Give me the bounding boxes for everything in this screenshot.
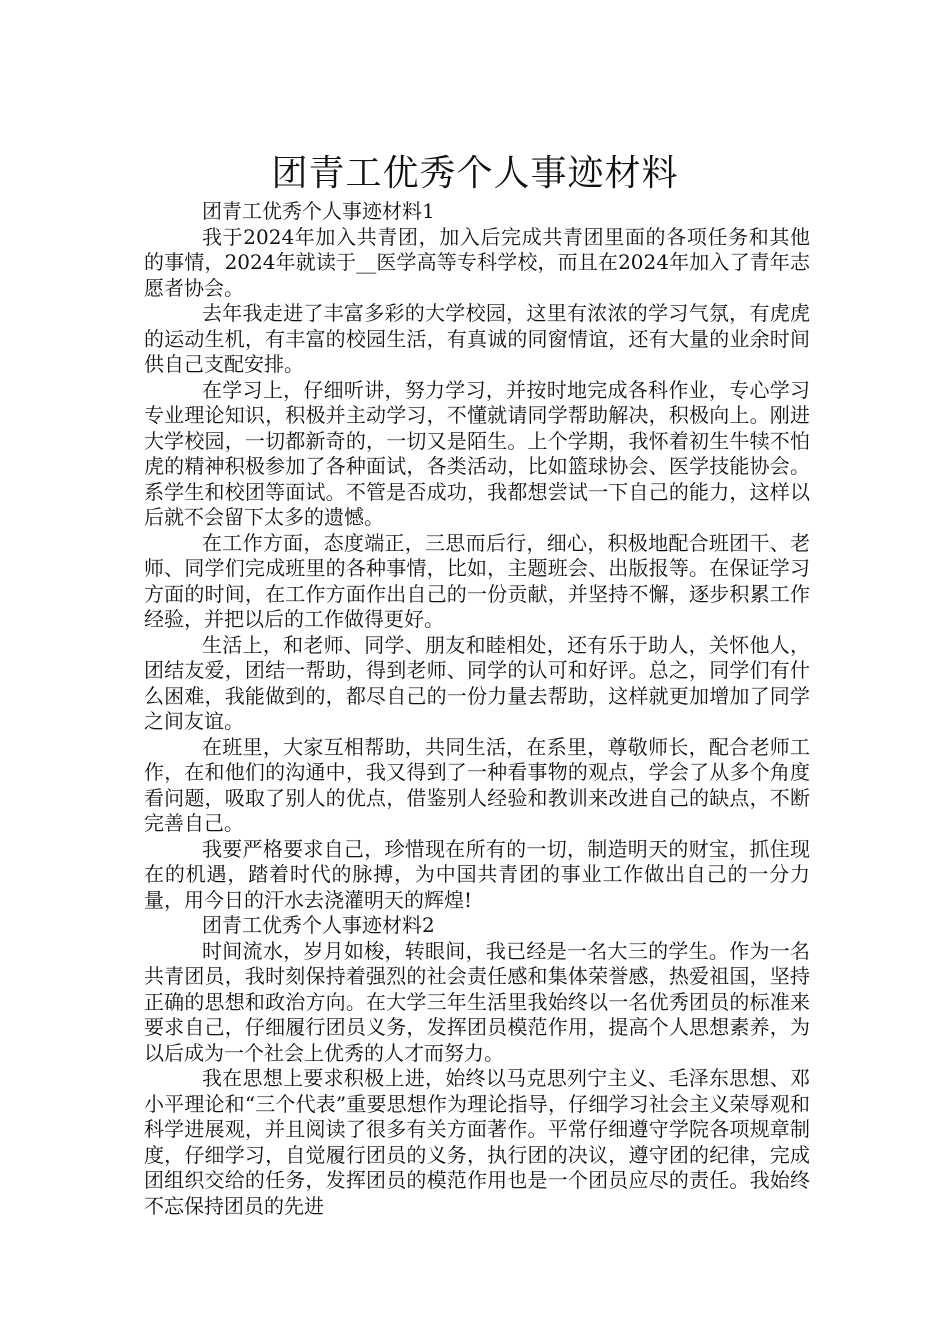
document-body [144, 199, 810, 1219]
section-2 [144, 913, 810, 1219]
paragraph: 在工作方面，态度端正，三思而后行，细心，积极地配合班团干、老师、同学们完成班里的各种事情，比如，主题班会、出版报等。在保证学习方面的时间，在工作方面作出自己的一份贡献，并坚持不懈，逐步积累工作经验，并把以后的工作做得更好。 [144, 530, 810, 631]
section-heading: 团青工优秀个人事迹材料2 [202, 913, 435, 937]
paragraph: 在学习上，仔细听讲，努力学习，并按时地完成各科作业，专心学习专业理论知识，积极并主动学习，不懂就请同学帮助解决，积极向上。刚进大学校园，一切都新奇的，一切又是陌生。上个学期，我怀着初生牛犊不怕虎的精神积极参加了各种面试，各类活动，比如篮球协会、医学技能协会。系学生和校团等面试。不管是否成功，我都想尝试一下自己的能力，这样以后就不会留下太多的遗憾。 [144, 377, 810, 529]
paragraph: 去年我走进了丰富多彩的大学校园，这里有浓浓的学习气氛，有虎虎的运动生机，有丰富的校园生活，有真诚的同窗情谊，还有大量的业余时间供自己支配安排。 [144, 301, 810, 376]
section-1 [144, 199, 810, 913]
page-title: 团青工优秀个人事迹材料 [271, 153, 679, 195]
paragraph: 时间流水，岁月如梭，转眼间，我已经是一名大三的学生。作为一名共青团员，我时刻保持着强烈的社会责任感和集体荣誉感，热爱祖国，坚持正确的思想和政治方向。在大学三年生活里我始终以一名优秀团员的标准来要求自己，仔细履行团员义务，发挥团员模范作用，提高个人思想素养，为以后成为一个社会上优秀的人才而努力。 [144, 938, 810, 1065]
paragraph: 我于2024年加入共青团，加入后完成共青团里面的各项任务和其他的事情，2024年就读于__医学高等专科学校，而且在2024年加入了青年志愿者协会。 [144, 224, 810, 300]
paragraph: 生活上，和老师、同学、朋友和睦相处，还有乐于助人，关怀他人，团结友爱，团结一帮助，得到老师、同学的认可和好评。总之，同学们有什么困难，我能做到的，都尽自己的一份力量去帮助，这样就更加增加了同学之间友谊。 [144, 632, 810, 733]
paragraph: 在班里，大家互相帮助，共同生活，在系里，尊敬师长，配合老师工作，在和他们的沟通中，我又得到了一种看事物的观点，学会了从多个角度看问题，吸取了别人的优点，借鉴别人经验和教训来改进自己的缺点，不断完善自己。 [144, 734, 810, 835]
paragraph: 我要严格要求自己，珍惜现在所有的一切，制造明天的财宝，抓住现在的机遇，踏着时代的脉搏，为中国共青团的事业工作做出自己的一分力量，用今日的汗水去浇灌明天的辉煌! [144, 836, 810, 912]
paragraph: 我在思想上要求积极上进，始终以马克思列宁主义、毛泽东思想、邓小平理论和“三个代表”重要思想作为理论指导，仔细学习社会主义荣辱观和科学进展观，并且阅读了很多有关方面著作。平常仔细遵守学院各项规章制度，仔细学习，自觉履行团员的义务，执行团的决议，遵守团的纪律，完成团组织交给的任务，发挥团员的模范作用也是一个团员应尽的责任。我始终不忘保持团员的先进 [144, 1066, 810, 1218]
section-heading: 团青工优秀个人事迹材料1 [202, 199, 435, 223]
